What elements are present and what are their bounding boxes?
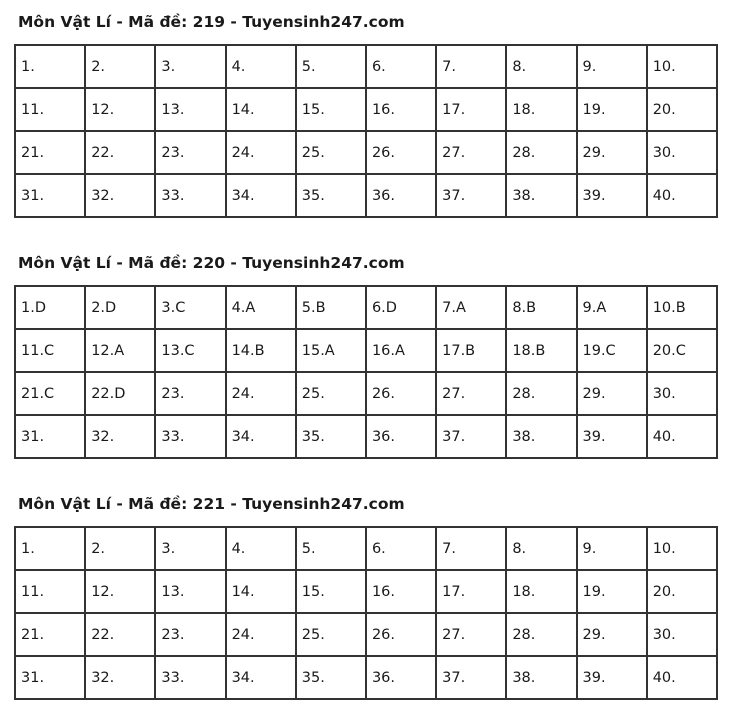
answer-cell: 8. xyxy=(506,45,576,88)
answer-cell: 15. xyxy=(296,570,366,613)
answer-row xyxy=(15,656,717,699)
answer-cell: 12. xyxy=(85,570,155,613)
answer-cell: 18. xyxy=(506,88,576,131)
answer-cell: 15.A xyxy=(296,329,366,372)
answer-cell: 20. xyxy=(647,570,717,613)
answer-cell: 10. xyxy=(647,45,717,88)
answer-row xyxy=(15,45,717,88)
answer-cell: 1. xyxy=(15,45,85,88)
answer-cell: 27. xyxy=(436,613,506,656)
answer-cell: 4. xyxy=(226,527,296,570)
answer-cell: 34. xyxy=(226,174,296,217)
answer-cell: 2.D xyxy=(85,286,155,329)
answer-cell: 39. xyxy=(577,415,647,458)
answer-row xyxy=(15,286,717,329)
answer-row xyxy=(15,527,717,570)
answer-cell: 23. xyxy=(155,131,225,174)
answer-cell: 26. xyxy=(366,613,436,656)
answer-cell: 37. xyxy=(436,415,506,458)
answer-cell: 14.B xyxy=(226,329,296,372)
answer-cell: 10.B xyxy=(647,286,717,329)
answer-cell: 22. xyxy=(85,613,155,656)
answer-cell: 14. xyxy=(226,570,296,613)
answer-cell: 25. xyxy=(296,131,366,174)
answer-cell: 11. xyxy=(15,88,85,131)
answer-cell: 28. xyxy=(506,131,576,174)
answer-cell: 3.C xyxy=(155,286,225,329)
answer-cell: 10. xyxy=(647,527,717,570)
section-title: Môn Vật Lí - Mã đề: 219 - Tuyensinh247.com xyxy=(18,13,405,31)
answer-row xyxy=(15,613,717,656)
answer-row xyxy=(15,131,717,174)
answer-cell: 21. xyxy=(15,613,85,656)
answer-cell: 35. xyxy=(296,656,366,699)
answer-cell: 33. xyxy=(155,656,225,699)
answer-cell: 16. xyxy=(366,88,436,131)
answer-cell: 26. xyxy=(366,131,436,174)
answer-cell: 21. xyxy=(15,131,85,174)
answer-cell: 13. xyxy=(155,88,225,131)
answer-cell: 25. xyxy=(296,372,366,415)
answer-cell: 24. xyxy=(226,131,296,174)
answer-row xyxy=(15,174,717,217)
answer-cell: 15. xyxy=(296,88,366,131)
answer-key-section-220 xyxy=(14,253,718,459)
answer-cell: 33. xyxy=(155,415,225,458)
answer-cell: 27. xyxy=(436,131,506,174)
answer-cell: 9.A xyxy=(577,286,647,329)
answer-cell: 14. xyxy=(226,88,296,131)
answer-cell: 24. xyxy=(226,372,296,415)
answer-cell: 36. xyxy=(366,174,436,217)
answer-cell: 31. xyxy=(15,174,85,217)
answer-cell: 3. xyxy=(155,527,225,570)
answer-cell: 6. xyxy=(366,45,436,88)
answer-cell: 17.B xyxy=(436,329,506,372)
answer-cell: 32. xyxy=(85,174,155,217)
answer-cell: 12.A xyxy=(85,329,155,372)
answer-cell: 9. xyxy=(577,45,647,88)
answer-cell: 5. xyxy=(296,45,366,88)
answer-cell: 29. xyxy=(577,131,647,174)
answer-cell: 40. xyxy=(647,656,717,699)
answer-cell: 37. xyxy=(436,656,506,699)
answer-cell: 22. xyxy=(85,131,155,174)
answer-row xyxy=(15,329,717,372)
answer-table xyxy=(14,44,718,218)
answer-cell: 33. xyxy=(155,174,225,217)
answer-cell: 27. xyxy=(436,372,506,415)
answer-cell: 20.C xyxy=(647,329,717,372)
answer-cell: 3. xyxy=(155,45,225,88)
answer-cell: 11. xyxy=(15,570,85,613)
answer-cell: 29. xyxy=(577,613,647,656)
answer-cell: 20. xyxy=(647,88,717,131)
answer-cell: 40. xyxy=(647,415,717,458)
answer-cell: 36. xyxy=(366,656,436,699)
answer-cell: 5.B xyxy=(296,286,366,329)
answer-cell: 7.A xyxy=(436,286,506,329)
answer-cell: 9. xyxy=(577,527,647,570)
answer-table xyxy=(14,285,718,459)
answer-cell: 5. xyxy=(296,527,366,570)
answer-cell: 25. xyxy=(296,613,366,656)
answer-cell: 30. xyxy=(647,372,717,415)
answer-cell: 38. xyxy=(506,415,576,458)
answer-cell: 4. xyxy=(226,45,296,88)
answer-cell: 19.C xyxy=(577,329,647,372)
answer-key-section-219 xyxy=(14,12,718,218)
answer-cell: 40. xyxy=(647,174,717,217)
answer-cell: 30. xyxy=(647,613,717,656)
answer-cell: 30. xyxy=(647,131,717,174)
answer-cell: 31. xyxy=(15,415,85,458)
answer-cell: 23. xyxy=(155,372,225,415)
answer-cell: 4.A xyxy=(226,286,296,329)
answer-key-section-221 xyxy=(14,494,718,700)
answer-cell: 24. xyxy=(226,613,296,656)
answer-cell: 35. xyxy=(296,174,366,217)
answer-row xyxy=(15,372,717,415)
answer-cell: 2. xyxy=(85,527,155,570)
answer-cell: 16. xyxy=(366,570,436,613)
answer-cell: 39. xyxy=(577,656,647,699)
section-title: Môn Vật Lí - Mã đề: 221 - Tuyensinh247.com xyxy=(18,495,405,513)
answer-cell: 21.C xyxy=(15,372,85,415)
answer-cell: 17. xyxy=(436,570,506,613)
answer-cell: 22.D xyxy=(85,372,155,415)
answer-cell: 36. xyxy=(366,415,436,458)
answer-cell: 32. xyxy=(85,656,155,699)
answer-cell: 7. xyxy=(436,527,506,570)
answer-cell: 1. xyxy=(15,527,85,570)
answer-cell: 8. xyxy=(506,527,576,570)
answer-cell: 37. xyxy=(436,174,506,217)
answer-cell: 28. xyxy=(506,613,576,656)
answer-cell: 13. xyxy=(155,570,225,613)
answer-cell: 16.A xyxy=(366,329,436,372)
answer-cell: 35. xyxy=(296,415,366,458)
answer-cell: 29. xyxy=(577,372,647,415)
answer-cell: 28. xyxy=(506,372,576,415)
answer-cell: 31. xyxy=(15,656,85,699)
answer-row xyxy=(15,415,717,458)
answer-cell: 38. xyxy=(506,174,576,217)
answer-cell: 26. xyxy=(366,372,436,415)
answer-cell: 34. xyxy=(226,415,296,458)
answer-cell: 19. xyxy=(577,88,647,131)
answer-cell: 19. xyxy=(577,570,647,613)
answer-cell: 32. xyxy=(85,415,155,458)
answer-cell: 7. xyxy=(436,45,506,88)
answer-cell: 18.B xyxy=(506,329,576,372)
answer-cell: 17. xyxy=(436,88,506,131)
answer-cell: 6.D xyxy=(366,286,436,329)
answer-cell: 18. xyxy=(506,570,576,613)
answer-cell: 11.C xyxy=(15,329,85,372)
answer-cell: 38. xyxy=(506,656,576,699)
answer-table xyxy=(14,526,718,700)
answer-cell: 34. xyxy=(226,656,296,699)
answer-cell: 1.D xyxy=(15,286,85,329)
answer-cell: 23. xyxy=(155,613,225,656)
answer-row xyxy=(15,88,717,131)
answer-cell: 39. xyxy=(577,174,647,217)
answer-row xyxy=(15,570,717,613)
answer-cell: 12. xyxy=(85,88,155,131)
answer-cell: 8.B xyxy=(506,286,576,329)
section-title: Môn Vật Lí - Mã đề: 220 - Tuyensinh247.com xyxy=(18,254,405,272)
answer-cell: 2. xyxy=(85,45,155,88)
answer-cell: 6. xyxy=(366,527,436,570)
answer-cell: 13.C xyxy=(155,329,225,372)
